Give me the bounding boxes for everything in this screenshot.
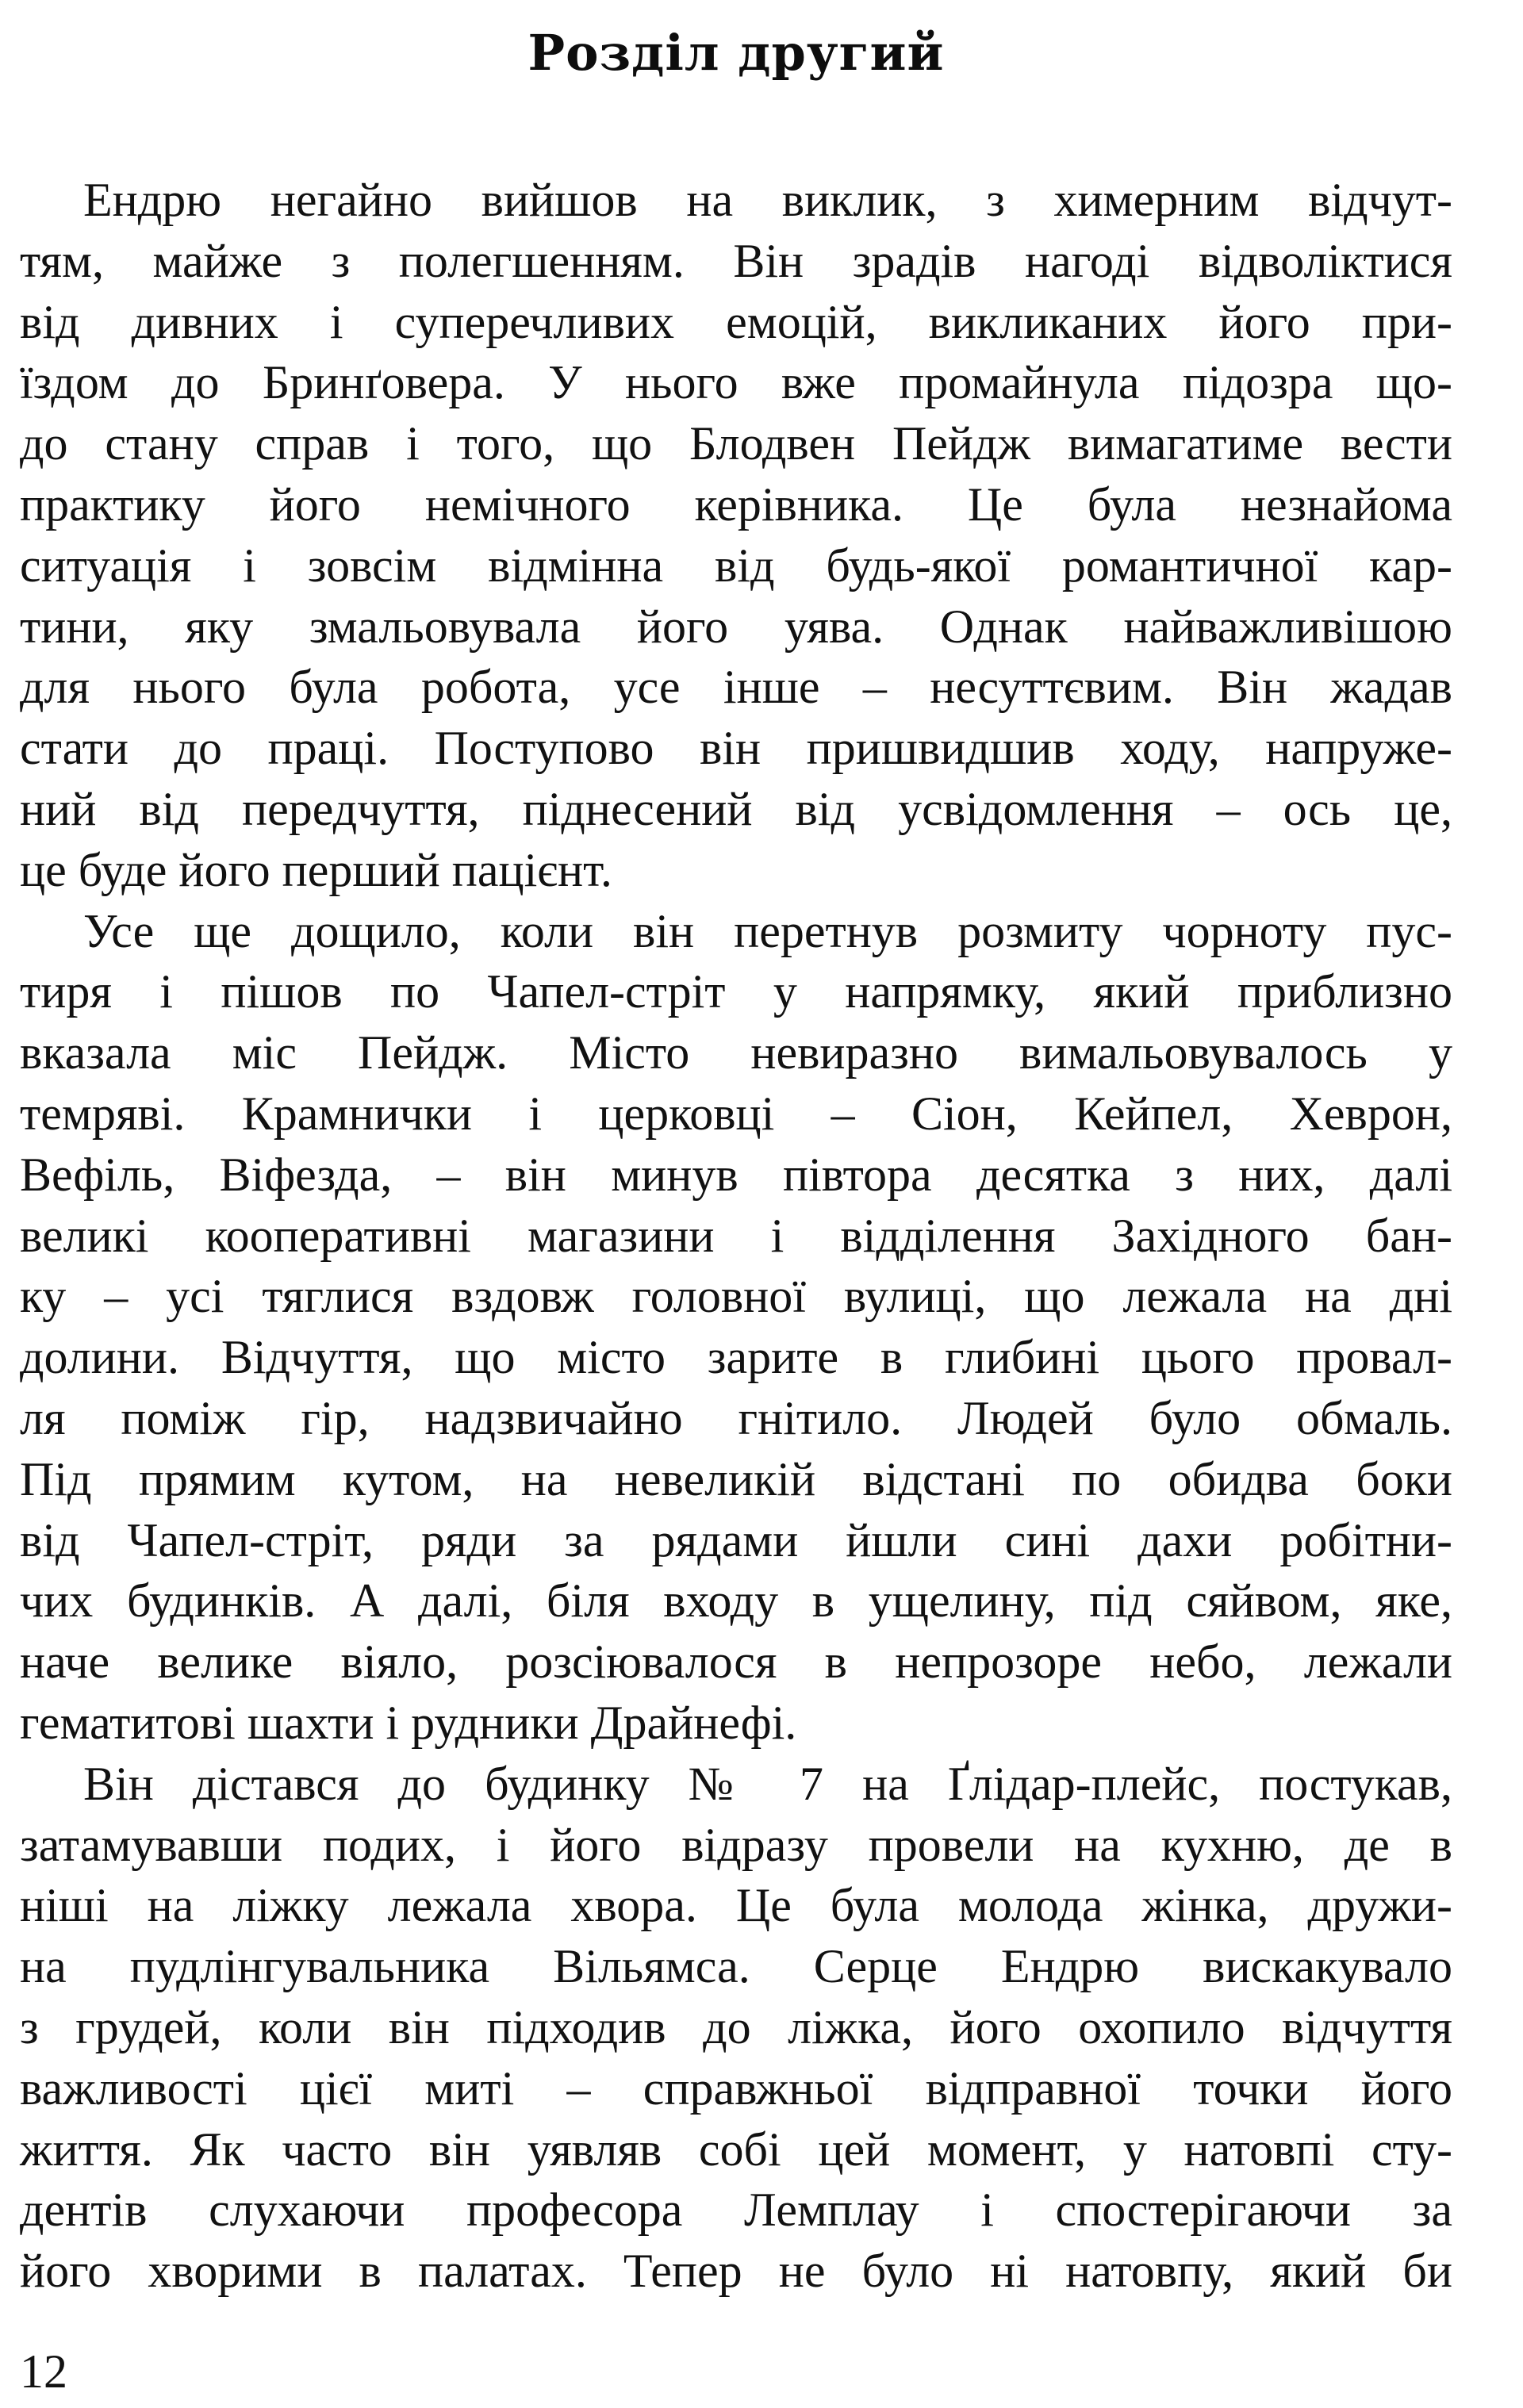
- text-line: стати до праці. Поступово він пришвидшив ходу, напруже-: [20, 722, 1452, 775]
- paragraph-3: [20, 1754, 1452, 2302]
- text-line: Усе ще дощило, коли він перетнув розмиту чорноту пус-: [83, 904, 1452, 957]
- text-line: ку – усі тяглися вздовж головної вулиці, що лежала на дні: [20, 1270, 1452, 1323]
- paragraph-2: [20, 901, 1452, 1754]
- text-line: Ендрю негайно вийшов на виклик, з химерним відчут-: [83, 174, 1452, 226]
- text-line: з грудей, коли він підходив до ліжка, його охопило відчуття: [20, 2000, 1452, 2053]
- text-line: його хворими в палатах. Тепер не було ні натовпу, який би: [20, 2245, 1452, 2298]
- text-line: вказала міс Пейдж. Місто невиразно вимальовувалось у: [20, 1026, 1452, 1079]
- text-line: Вефіль, Віфезда, – він минув півтора десятка з них, далі: [20, 1148, 1452, 1201]
- text-line: практику його немічного керівника. Це була незнайома: [20, 477, 1452, 531]
- text-line: тям, майже з полегшенням. Він зрадів нагоді відволіктися: [20, 234, 1452, 287]
- text-line: дентів слухаючи професора Лемплау і спостерігаючи за: [20, 2184, 1452, 2237]
- text-line: їздом до Бринґовера. У нього вже промайнула підозра що-: [20, 356, 1452, 409]
- text-line: чих будинків. А далі, біля входу в ущелину, під сяйвом, яке,: [20, 1574, 1452, 1628]
- paragraph-1: [20, 170, 1452, 901]
- text-line: це буде його перший пацієнт.: [20, 843, 612, 896]
- text-line: долини. Відчуття, що місто зарите в глибині цього провал-: [20, 1331, 1452, 1384]
- text-line: гематитові шахти і рудники Драйнефі.: [20, 1696, 797, 1749]
- text-line: Під прямим кутом, на невеликій відстані по обидва боки: [20, 1452, 1452, 1505]
- text-line: до стану справ і того, що Блодвен Пейдж вимагатиме вести: [20, 417, 1452, 470]
- text-line: тини, яку змальовувала його уява. Однак найважливішою: [20, 600, 1452, 653]
- text-line: життя. Як часто він уявляв собі цей момент, у натовпі сту-: [20, 2122, 1452, 2176]
- text-line: великі кооперативні магазини і відділення Західного бан-: [20, 1209, 1452, 1262]
- body-text: [20, 170, 1452, 2302]
- text-line: затамувавши подих, і його відразу провели на кухню, де в: [20, 1818, 1452, 1871]
- page-number: 12: [20, 2345, 67, 2398]
- text-line: від дивних і суперечливих емоцій, викликаних його при-: [20, 295, 1452, 348]
- text-line: від Чапел-стріт, ряди за рядами йшли сині дахи робітни-: [20, 1513, 1452, 1566]
- text-line: тиря і пішов по Чапел-стріт у напрямку, який приблизно: [20, 965, 1452, 1018]
- text-line: ніші на ліжку лежала хвора. Це була молода жінка, дружи-: [20, 1879, 1452, 1932]
- text-line: важливості цієї миті – справжньої відправної точки його: [20, 2061, 1452, 2115]
- chapter-title: Розділ другий: [527, 24, 945, 82]
- text-line: ний від передчуття, піднесений від усвідомлення – ось це,: [20, 782, 1452, 835]
- text-line: на пудлінгувальника Вільямса. Серце Ендрю вискакувало: [20, 1940, 1452, 1993]
- text-line: наче велике віяло, розсіювалося в непрозоре небо, лежали: [20, 1635, 1452, 1689]
- text-line: ситуація і зовсім відмінна від будь-якої романтичної кар-: [20, 539, 1452, 592]
- text-line: для нього була робота, усе інше – несуттєвим. Він жадав: [20, 661, 1452, 714]
- text-line: ля поміж гір, надзвичайно гнітило. Людей було обмаль.: [20, 1391, 1452, 1444]
- text-line: Він дістався до будинку № 7 на Ґлідар-плейс, постукав,: [83, 1757, 1452, 1810]
- text-line: темряві. Крамнички і церковці – Сіон, Кейпел, Хеврон,: [20, 1087, 1452, 1140]
